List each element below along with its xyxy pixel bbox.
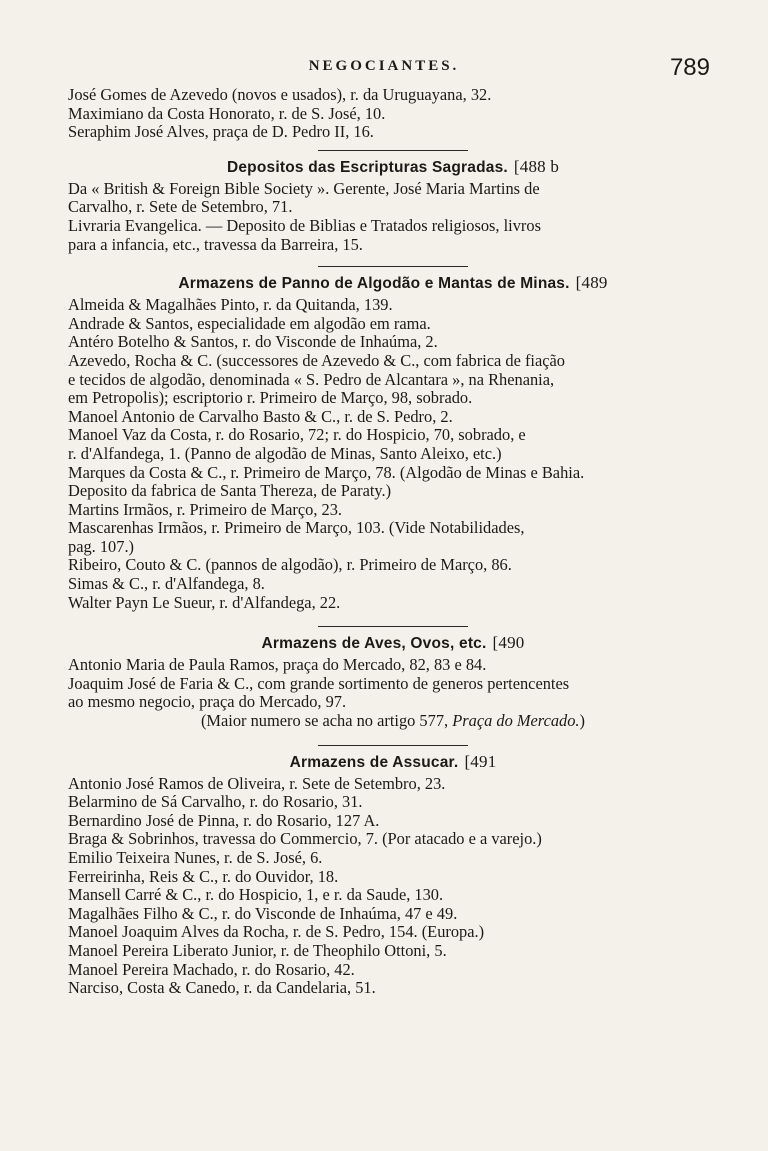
list-item: Emilio Teixeira Nunes, r. de S. José, 6. xyxy=(68,849,323,867)
list-item: Manoel Antonio de Carvalho Basto & C., r. de S. Pedro, 2. xyxy=(68,407,453,426)
section-note: (Maior numero se acha no artigo 577, Praça do Mercado.) xyxy=(200,711,586,731)
list-item: Livraria Evangelica. — Deposito de Biblias e Tratados religiosos, livros para a infancia, etc., travessa da Barreira, 15. xyxy=(68,216,541,254)
section-assucar xyxy=(68,745,718,998)
section-code: [489 xyxy=(575,273,608,293)
section-title: Depositos das Escripturas Sagradas. [488 b xyxy=(226,156,560,176)
section-divider xyxy=(318,266,468,267)
section-code: [490 xyxy=(492,633,525,653)
list-item: Braga & Sobrinhos, travessa do Commercio, 7. (Por atacado e a varejo.) xyxy=(68,830,542,849)
list-item: Ribeiro, Couto & C. (pannos de algodão), r. Primeiro de Março, 86. xyxy=(68,556,512,575)
list-item: Antonio Maria de Paula Ramos, praça do Mercado, 82, 83 e 84. xyxy=(68,656,487,675)
list-item: Manoel Joaquim Alves da Rocha, r. de S. Pedro, 154. (Europa.) xyxy=(68,923,485,942)
list-item: Almeida & Magalhães Pinto, r. da Quitanda, 139. xyxy=(68,296,393,315)
list-item: Manoel Pereira Liberato Junior, r. de Theophilo Ottoni, 5. xyxy=(68,941,447,960)
section-title: Armazens de Aves, Ovos, etc. [490 xyxy=(261,633,525,653)
list-item: Andrade & Santos, especialidade em algodão em rama. xyxy=(68,314,431,333)
list-item: Antéro Botelho & Santos, r. do Visconde de Inhaúma, 2. xyxy=(68,333,438,352)
list-item: Martins Irmãos, r. Primeiro de Março, 23. xyxy=(68,500,343,519)
running-title: NEGOCIANTES. xyxy=(308,58,460,74)
list-item: Narciso, Costa & Canedo, r. da Candelaria, 51. xyxy=(68,979,376,998)
list-item: Azevedo, Rocha & C. (successores de Azevedo & C., com fabrica de fiação e tecidos de algodão, denominada « S. Pedro de Alcantara », na Rhenania, em Petropolis); escriptorio r. Primeiro de Março, 98, sobrado. xyxy=(68,351,565,408)
top-entries xyxy=(68,86,718,142)
list-item: Belarmino de Sá Carvalho, r. do Rosario, 31. xyxy=(68,793,363,812)
list-item: Seraphim José Alves, praça de D. Pedro II, 16. xyxy=(68,123,374,142)
section-title: Armazens de Assucar. [491 xyxy=(289,751,497,771)
section-divider xyxy=(318,150,468,151)
list-item: Joaquim José de Faria & C., com grande sortimento de generos pertencentes ao mesmo negocio, praça do Mercado, 97. xyxy=(68,674,570,712)
section-panno-algodao xyxy=(68,266,718,612)
list-item: Mansell Carré & C., r. do Hospicio, 1, e r. da Saude, 130. xyxy=(68,886,444,905)
list-item: José Gomes de Azevedo (novos e usados), r. da Uruguayana, 32. xyxy=(68,86,492,104)
list-item: Walter Payn Le Sueur, r. d'Alfandega, 22. xyxy=(68,593,341,612)
section-code: [491 xyxy=(464,751,497,771)
list-item: Antonio José Ramos de Oliveira, r. Sete de Setembro, 23. xyxy=(68,774,446,793)
list-item: Maximiano da Costa Honorato, r. de S. José, 10. xyxy=(68,104,386,123)
list-item: Bernardino José de Pinna, r. do Rosario, 127 A. xyxy=(68,811,380,830)
section-escripturas xyxy=(68,150,718,254)
list-item: Manoel Pereira Machado, r. do Rosario, 42. xyxy=(68,960,355,979)
section-divider xyxy=(318,745,468,746)
page-number: 789 xyxy=(669,54,710,81)
list-item: Simas & C., r. d'Alfandega, 8. xyxy=(68,575,265,594)
list-item: Mascarenhas Irmãos, r. Primeiro de Março, 103. (Vide Notabilidades, pag. 107.) xyxy=(68,519,525,556)
list-item: Manoel Vaz da Costa, r. do Rosario, 72; r. do Hospicio, 70, sobrado, e r. d'Alfandega, 1. (Panno de algodão de Minas, Santo Aleixo, etc.) xyxy=(68,426,526,463)
section-divider xyxy=(318,626,468,627)
list-item: Marques da Costa & C., r. Primeiro de Março, 78. (Algodão de Minas e Bahia. Deposito da fabrica de Santa Thereza, de Paraty.) xyxy=(68,463,585,501)
page-content xyxy=(68,86,718,998)
list-item: Da « British & Foreign Bible Society ». Gerente, José Maria Martins de Carvalho, r. Sete de Setembro, 71. xyxy=(68,179,540,217)
section-aves-ovos xyxy=(68,626,718,730)
list-item: Ferreirinha, Reis & C., r. do Ouvidor, 18. xyxy=(68,867,339,886)
section-title: Armazens de Panno de Algodão e Mantas de Minas. [489 xyxy=(178,273,608,293)
list-item: Magalhães Filho & C., r. do Visconde de Inhaúma, 47 e 49. xyxy=(68,904,458,923)
section-code: [488 b xyxy=(513,156,560,176)
